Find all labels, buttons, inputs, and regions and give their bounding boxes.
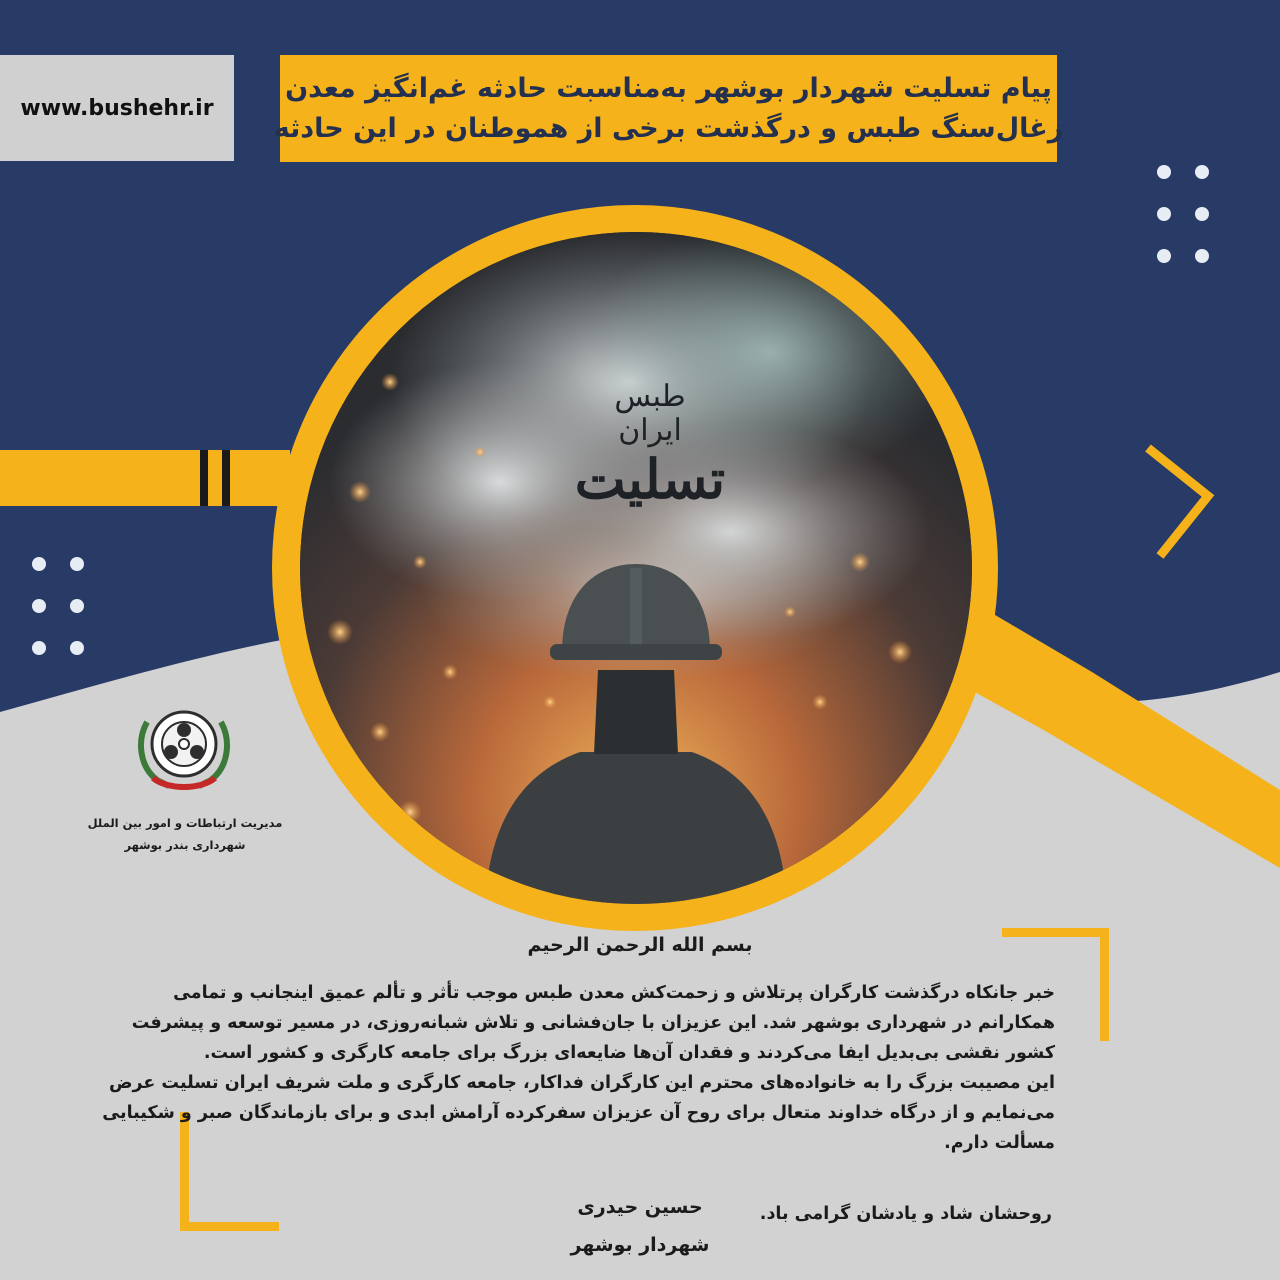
dot — [1195, 249, 1209, 263]
dot — [1157, 207, 1171, 221]
message-line: خبر جانکاه درگذشت کارگران پرتلاش و زحمت‌کش معدن طبس موجب تأثر و تألم عمیق اینجانب و تمامی — [173, 983, 1055, 1003]
message-line: می‌نمایم و از درگاه خداوند متعال برای روح آن عزیزان سفرکرده آرامش ابدی و برای بازماندگان صبر و شکیبایی — [102, 1103, 1055, 1123]
signature-title: شهردار بوشهر — [570, 1234, 710, 1256]
dot — [32, 557, 46, 571]
dot — [32, 599, 46, 613]
title-banner — [273, 55, 1064, 162]
dot — [70, 557, 84, 571]
photo-caption-main: تسلیت — [574, 447, 726, 511]
dot — [1157, 249, 1171, 263]
handle-stripe — [200, 450, 208, 506]
message-line: کشور نقشی بی‌بدیل ایفا می‌کردند و فقدان آن‌ها ضایعه‌ای بزرگ برای جامعه کارگری و کشور است. — [203, 1043, 1055, 1063]
organization-line-2: شهرداری بندر بوشهر — [124, 838, 246, 852]
message-line: همکارانم در شهرداری بوشهر شد. این عزیزان با جان‌فشانی و تلاش شبانه‌روزی، در مسیر توسعه و پیشرفت — [131, 1013, 1055, 1033]
organization-caption — [80, 812, 290, 856]
photo-caption-country: ایران — [618, 413, 682, 448]
handle-stripe — [222, 450, 230, 506]
closing-line: روحشان شاد و یادشان گرامی باد. — [759, 1204, 1052, 1224]
condolence-photo — [300, 232, 972, 904]
website-box — [0, 55, 234, 161]
dot-grid-top-right — [1157, 165, 1209, 263]
condolence-message — [102, 978, 1055, 1158]
website-url[interactable]: www.bushehr.ir — [20, 95, 214, 121]
dot — [70, 641, 84, 655]
title-line-2: زغال‌سنگ طبس و درگذشت برخی از هموطنان در این حادثه — [273, 112, 1064, 144]
dot-grid-left — [32, 557, 84, 655]
signature — [540, 1188, 740, 1264]
dot — [70, 599, 84, 613]
signature-name: حسین حیدری — [577, 1196, 703, 1218]
dot — [1195, 165, 1209, 179]
photo-caption-city: طبس — [614, 379, 686, 414]
title-line-1: پیام تسلیت شهردار بوشهر به‌مناسبت حادثه غم‌انگیز معدن — [285, 72, 1052, 104]
dot — [32, 641, 46, 655]
message-line: مسألت دارم. — [944, 1133, 1055, 1153]
message-line: این مصیبت بزرگ را به خانواده‌های محترم این کارگران فداکار، جامعه کارگری و ملت شریف ایران تسلیت عرض — [108, 1073, 1055, 1093]
basmala: بسم الله الرحمن الرحیم — [527, 934, 753, 956]
magnifier-handle — [0, 450, 290, 506]
organization-line-1: مدیریت ارتباطات و امور بین الملل — [87, 816, 283, 830]
bushehr-municipality-emblem-icon — [133, 700, 235, 792]
dot — [1157, 165, 1171, 179]
photo-caption — [490, 380, 810, 510]
dot — [1195, 207, 1209, 221]
mine-worker-image — [300, 232, 972, 904]
